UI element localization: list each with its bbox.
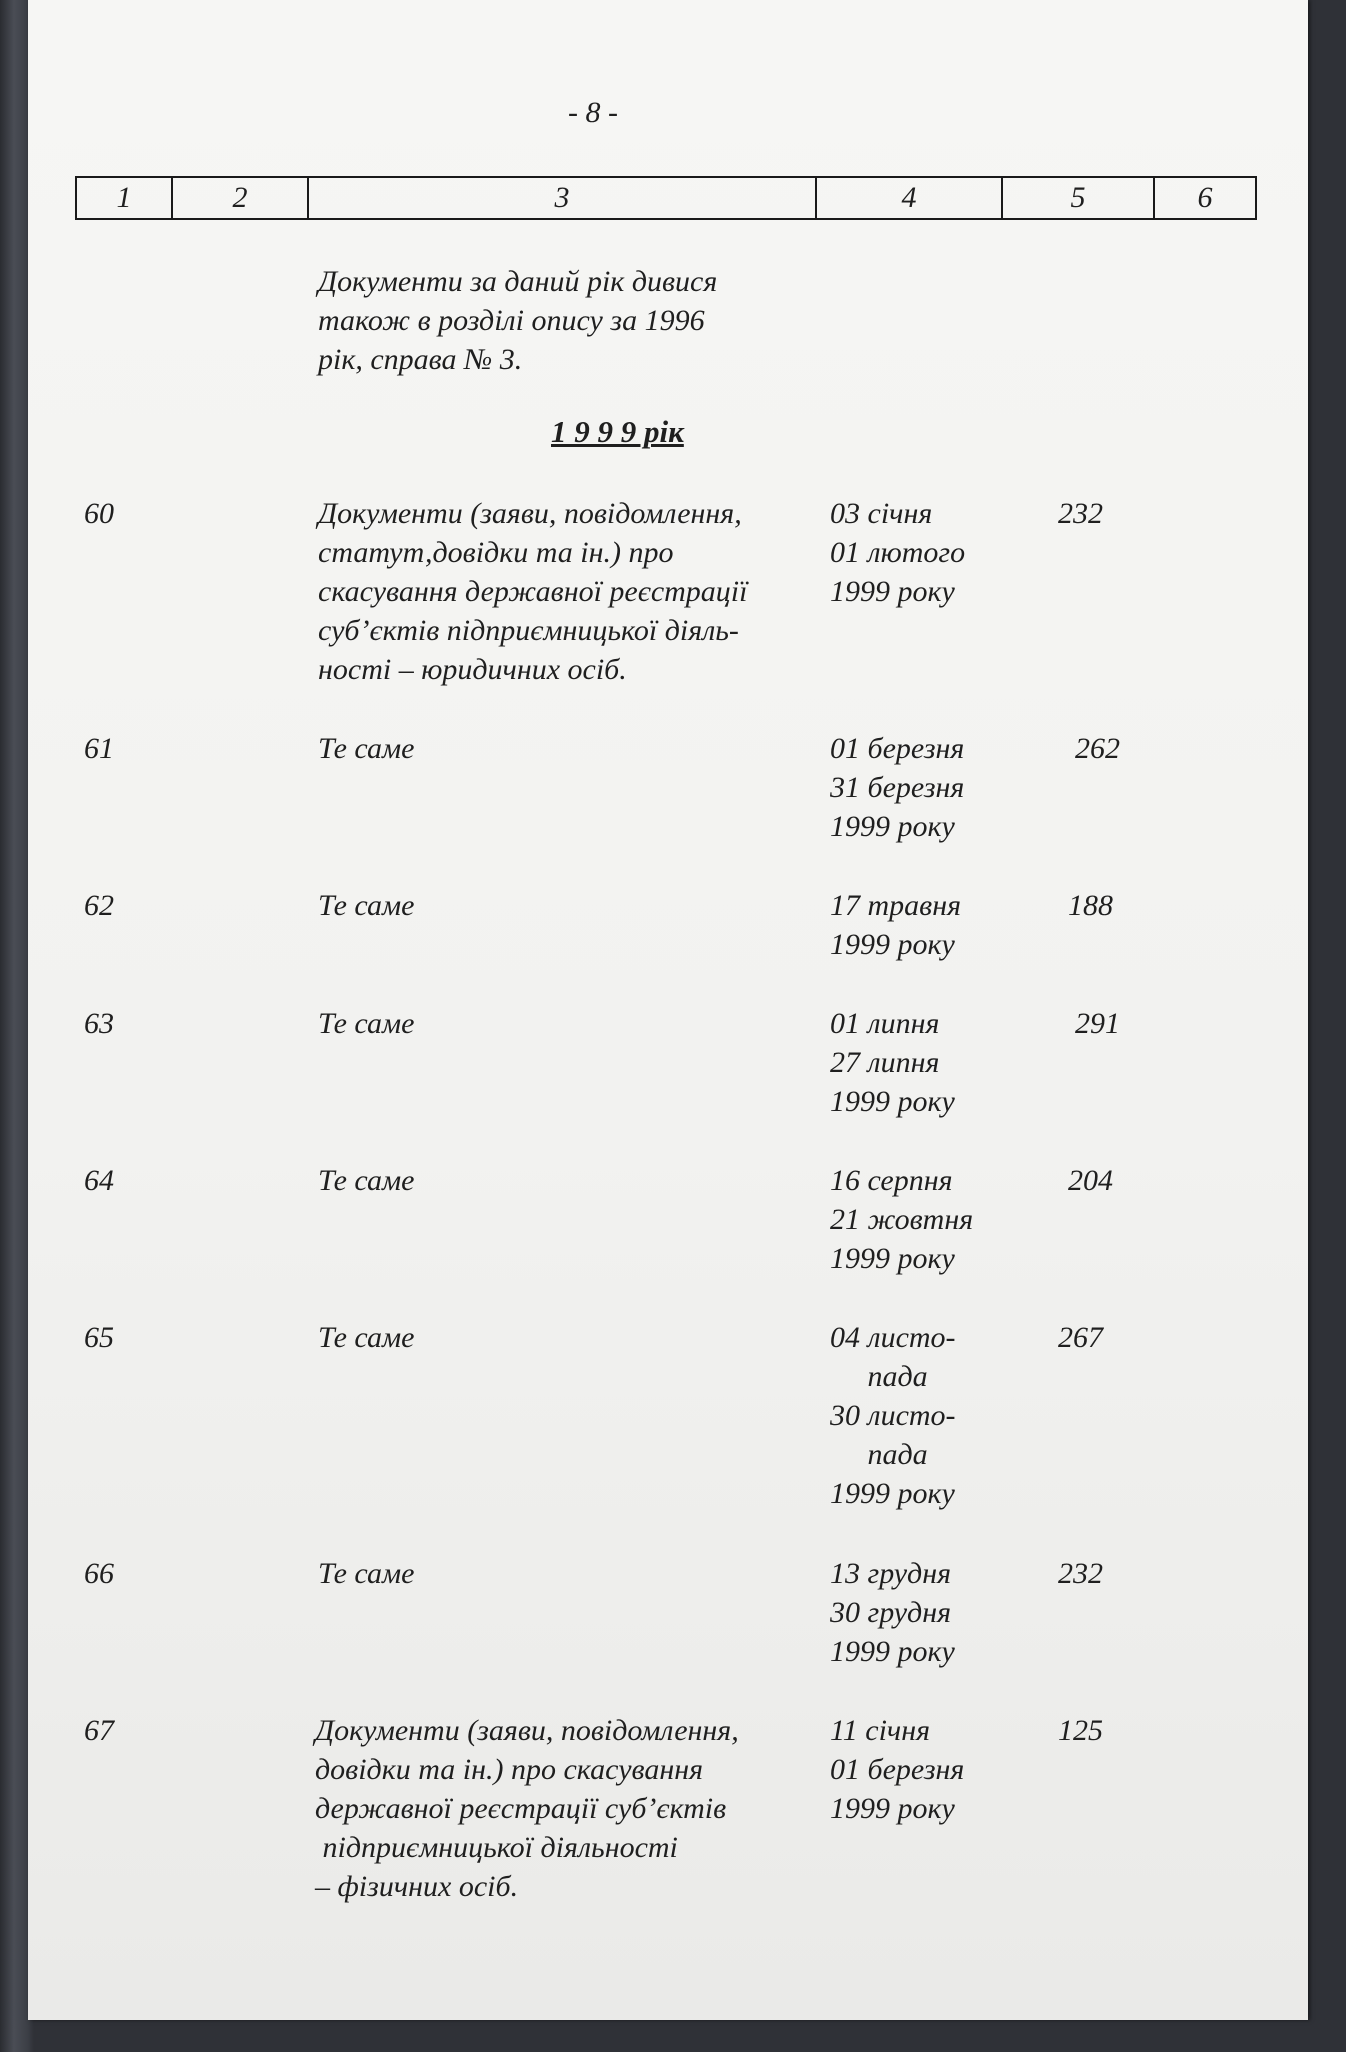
row-number: 67 <box>84 1714 114 1747</box>
row-number: 63 <box>84 1007 114 1040</box>
column-header-table <box>75 176 1257 220</box>
row-sheet-count: 204 <box>1068 1164 1113 1197</box>
row-date-line: 13 грудня <box>830 1557 952 1590</box>
row-date-line: 03 січня <box>830 497 933 530</box>
row-title-line: статут,довідки та ін.) про <box>318 536 674 569</box>
row-number: 61 <box>84 732 114 765</box>
row-title-line: Те саме <box>318 732 415 765</box>
row-date-line: пада <box>830 1360 928 1393</box>
row-title-line: довідки та ін.) про скасування <box>315 1753 704 1786</box>
page-number: - 8 - <box>568 96 618 129</box>
column-header-1: 1 <box>76 177 172 219</box>
row-title-line: Те саме <box>318 1321 415 1354</box>
column-header-6: 6 <box>1154 177 1256 219</box>
year-heading: 1 9 9 9 рік <box>551 414 684 449</box>
row-date-line: 01 лютого <box>830 536 966 569</box>
row-date-line: 1999 року <box>830 1477 955 1510</box>
row-title-line: ності – юридичних осіб. <box>318 653 627 686</box>
row-title-line: Те саме <box>318 1557 415 1590</box>
row-date-line: 1999 року <box>830 1635 955 1668</box>
column-header-3: 3 <box>308 177 816 219</box>
row-number: 60 <box>84 497 114 530</box>
row-date-line: 1999 року <box>830 1242 955 1275</box>
row-title-line: державної реєстрації суб’єктів <box>315 1792 727 1825</box>
row-title-line: – фізичних осіб. <box>315 1870 519 1903</box>
row-date-line: 30 грудня <box>830 1596 952 1629</box>
row-date-line: 17 травня <box>830 889 962 922</box>
column-header-5: 5 <box>1002 177 1154 219</box>
row-sheet-count: 188 <box>1068 889 1113 922</box>
row-date-line: 01 березня <box>830 732 965 765</box>
document-page <box>28 0 1308 2020</box>
row-number: 66 <box>84 1557 114 1590</box>
column-header-row <box>76 177 1256 219</box>
row-date-line: 1999 року <box>830 575 955 608</box>
row-number: 64 <box>84 1164 114 1197</box>
column-header-4: 4 <box>816 177 1002 219</box>
row-sheet-count: 232 <box>1058 497 1103 530</box>
row-date-line: 1999 року <box>830 928 955 961</box>
row-date-line: пада <box>830 1438 928 1471</box>
row-date-line: 01 березня <box>830 1753 965 1786</box>
row-title-line: суб’єктів підприємницької діяль- <box>318 614 739 647</box>
row-date-line: 21 жовтня <box>830 1203 974 1236</box>
row-date-line: 04 листо- <box>830 1321 956 1354</box>
row-title-line: Те саме <box>318 1164 415 1197</box>
row-sheet-count: 267 <box>1058 1321 1103 1354</box>
row-date-line: 11 січня <box>830 1714 931 1747</box>
column-header-2: 2 <box>172 177 308 219</box>
note-line: рік, справа № 3. <box>318 343 523 376</box>
row-sheet-count: 291 <box>1075 1007 1120 1040</box>
row-date-line: 16 серпня <box>830 1164 953 1197</box>
note-line: також в розділі опису за 1996 <box>318 304 705 337</box>
row-date-line: 1999 року <box>830 1085 955 1118</box>
row-number: 62 <box>84 889 114 922</box>
row-date-line: 01 липня <box>830 1007 940 1040</box>
row-title-line: скасування державної реєстрації <box>318 575 748 608</box>
row-number: 65 <box>84 1321 114 1354</box>
row-date-line: 30 листо- <box>830 1399 956 1432</box>
row-title-line: Документи (заяви, повідомлення, <box>315 1714 739 1747</box>
row-sheet-count: 125 <box>1058 1714 1103 1747</box>
row-date-line: 31 березня <box>830 771 965 804</box>
row-sheet-count: 262 <box>1075 732 1120 765</box>
row-date-line: 1999 року <box>830 810 955 843</box>
row-title-line: Документи (заяви, повідомлення, <box>318 497 742 530</box>
row-sheet-count: 232 <box>1058 1557 1103 1590</box>
row-date-line: 27 липня <box>830 1046 940 1079</box>
row-title-line: Те саме <box>318 1007 415 1040</box>
row-title-line: підприємницької діяльності <box>315 1831 678 1864</box>
row-title-line: Те саме <box>318 889 415 922</box>
row-date-line: 1999 року <box>830 1792 955 1825</box>
note-line: Документи за даний рік дивися <box>318 265 718 298</box>
